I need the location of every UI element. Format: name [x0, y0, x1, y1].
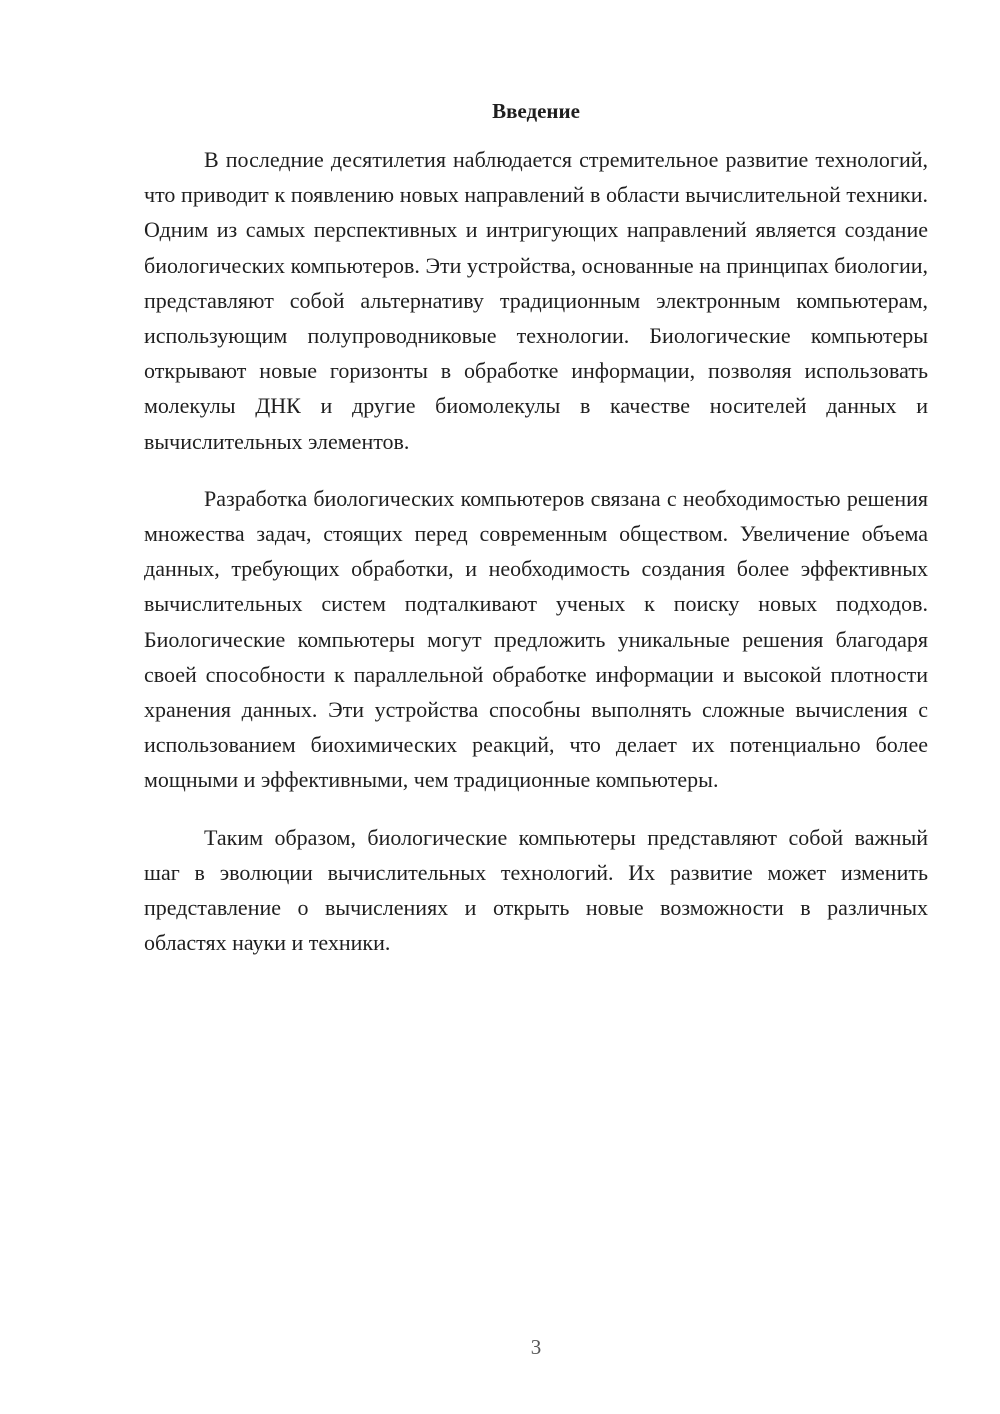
paragraph-3: Таким образом, биологические компьютеры представляют собой важный шаг в эволюции вычислительных технологий. Их развитие может изменить представление о вычислениях и открыть новые возможности в различных областях науки и техники.: [144, 824, 928, 956]
paragraph-2: Разработка биологических компьютеров связана с необходимостью решения множества задач, стоящих перед современным обществом. Увеличение объема данных, требующих обработки, и необходимость создания более эффективных вычислительных систем подталкивают ученых к поиску новых подходов. Биологические компьютеры могут предложить уникальные решения благодаря своей способности к параллельной обработке информации и высокой плотности хранения данных. Эти устройства способны выполнять сложные вычисления с использованием биохимических реакций, что делает их потенциально более мощными и эффективными, чем традиционные компьютеры.: [144, 485, 928, 793]
paragraph-1: В последние десятилетия наблюдается стремительное развитие технологий, что приводит к появлению новых направлений в области вычислительной техники. Одним из самых перспективных и интригующих направлений является создание биологических компьютеров. Эти устройства, основанные на принципах биологии, представляют собой альтернативу традиционным электронным компьютерам, использующим полупроводниковые технологии. Биологические компьютеры открывают новые горизонты в обработке информации, позволяя использовать молекулы ДНК и другие биомолекулы в качестве носителей данных и вычислительных элементов.: [144, 147, 928, 454]
section-heading: Введение: [492, 99, 580, 123]
page-number: 3: [530, 1335, 542, 1359]
body-text: [144, 142, 928, 982]
